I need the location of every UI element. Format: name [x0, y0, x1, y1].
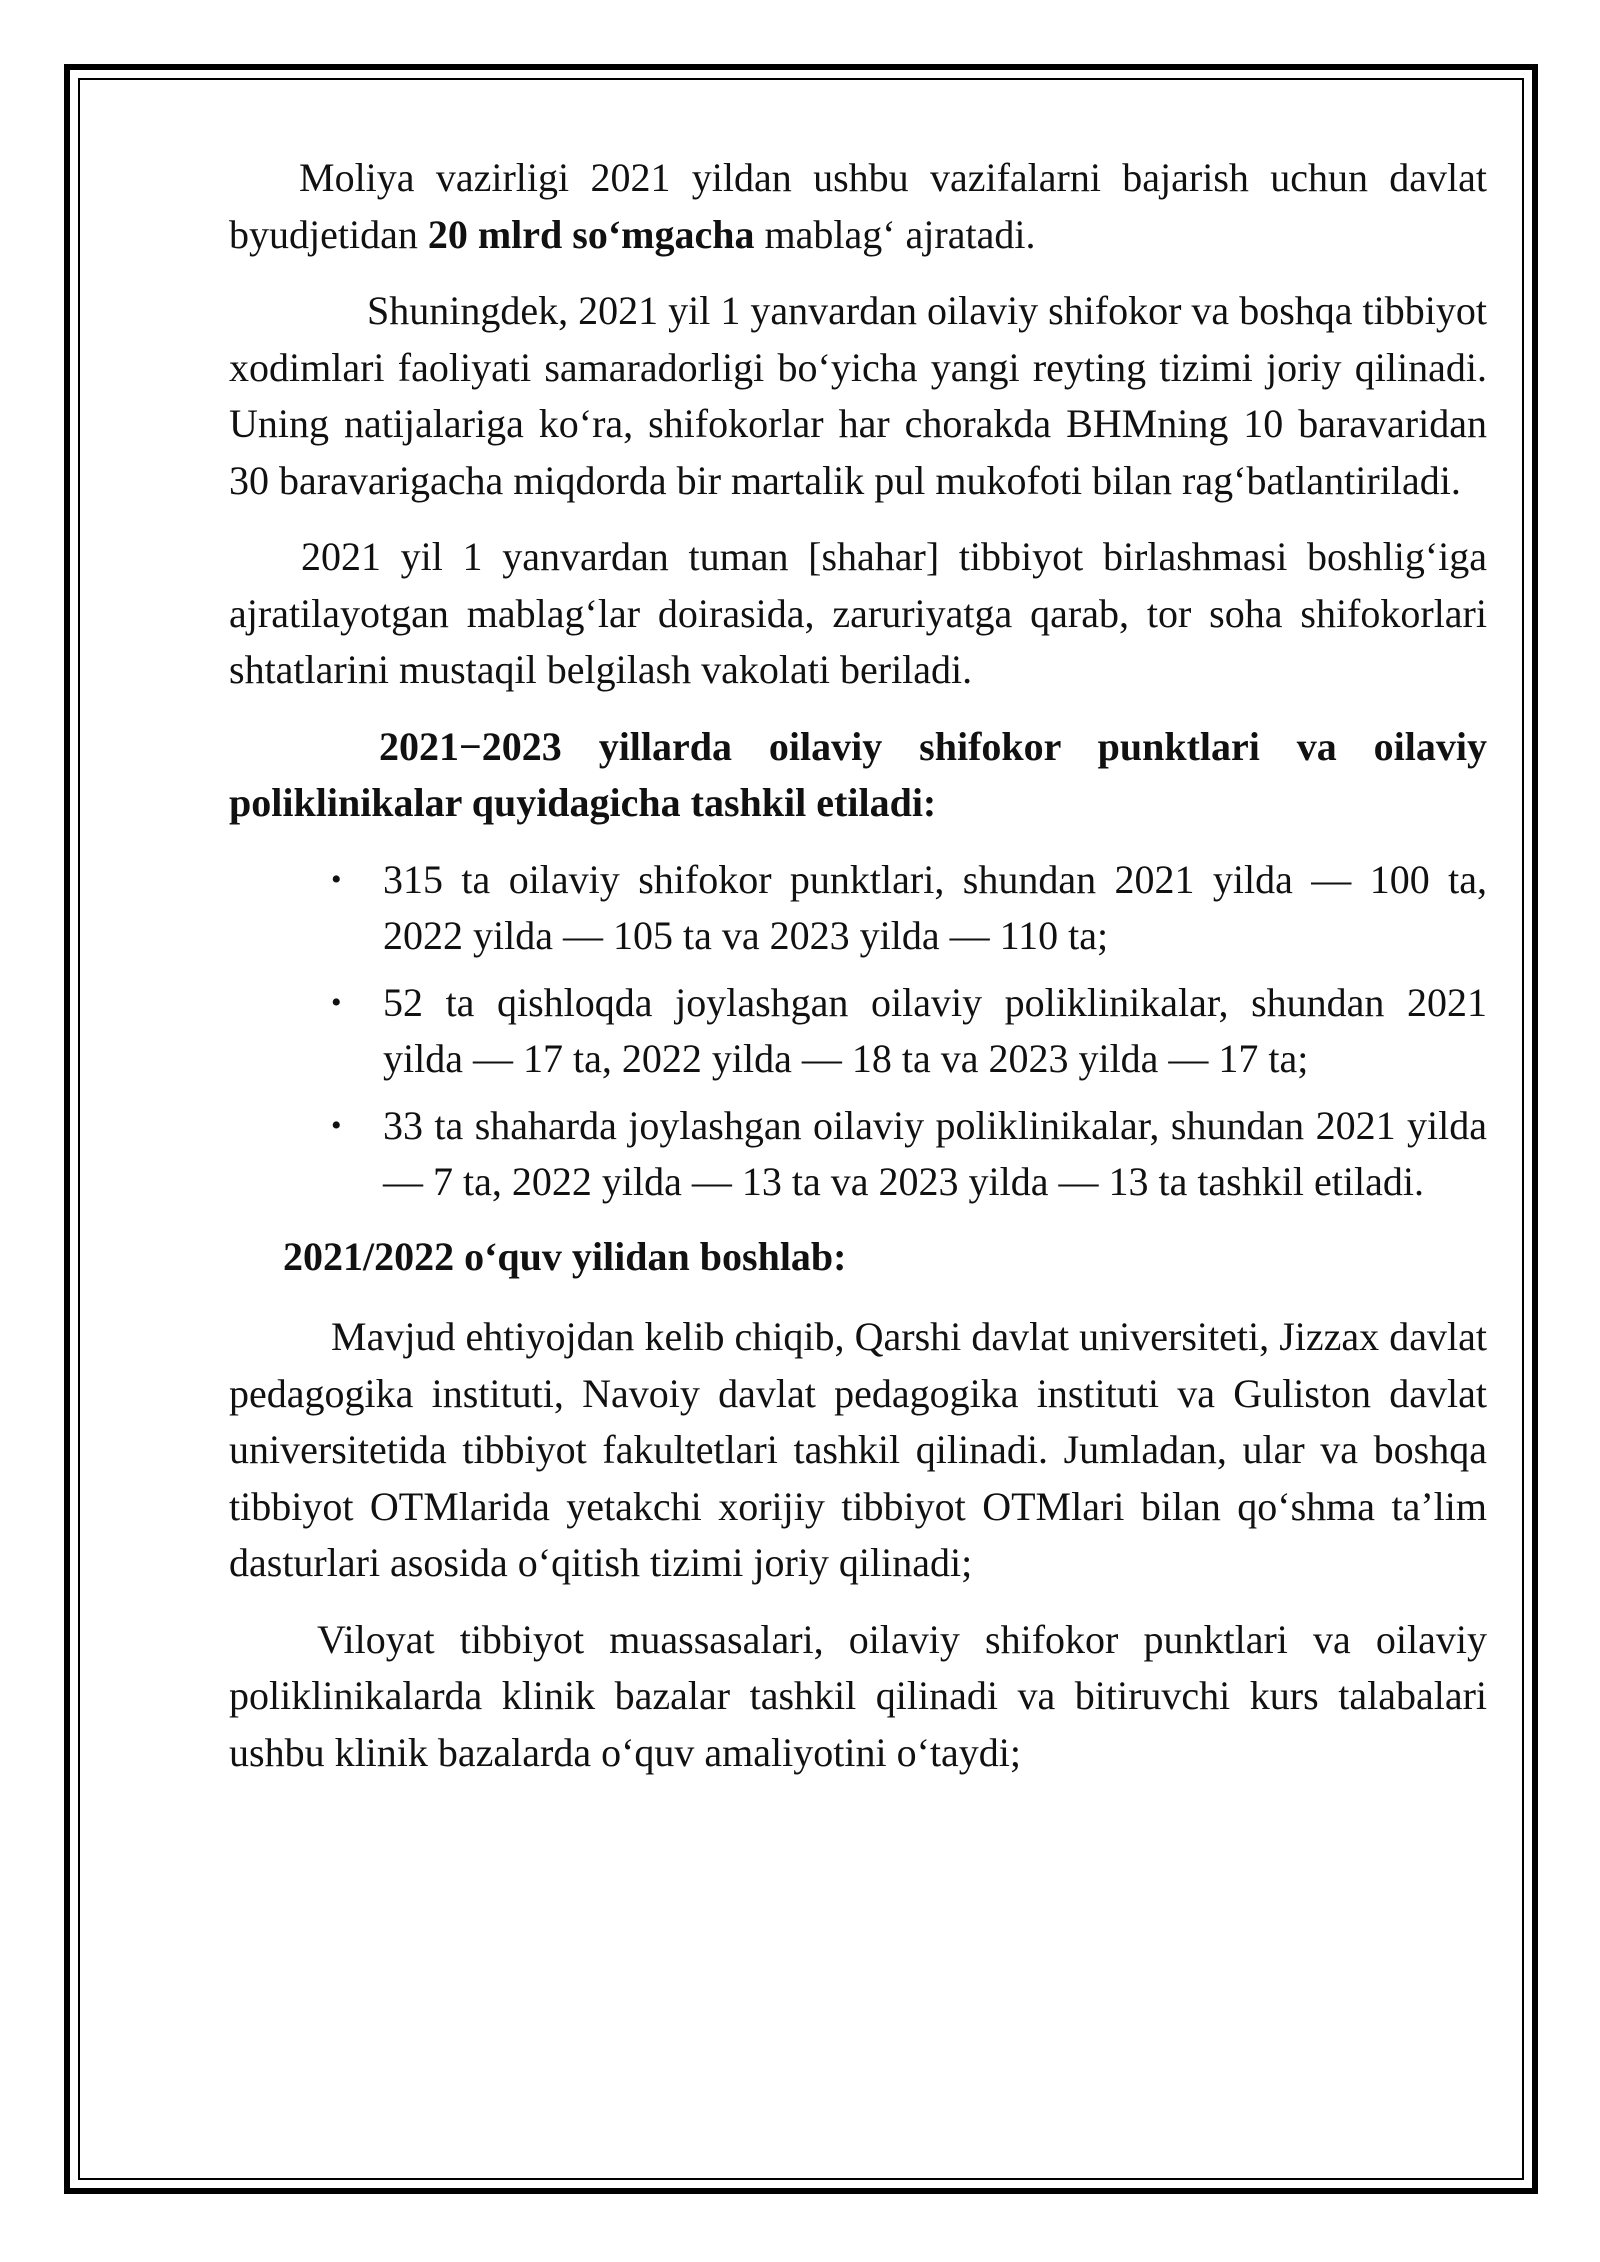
paragraph-clinical-bases: Viloyat tibbiyot muassasalari, oilaviy shifokor punktlari va oilaviy poliklinikalarda klinik bazalar tashkil qilinadi va bitiruvchi kurs talabalari ushbu klinik bazalarda o‘quv amaliyotini o‘taydi; [229, 1616, 1487, 1775]
funding-amount: 20 mlrd so‘mgacha [427, 211, 755, 257]
list-item-text: 52 ta qishloqda joylashgan oilaviy poliklinikalar, shundan 2021 yilda — 17 ta, 2022 yilda — 18 ta va 2023 yilda — 17 ta; [383, 979, 1487, 1081]
list-item [331, 852, 1487, 965]
paragraph-funding-text-after: mablag‘ ajratadi. [754, 211, 1036, 257]
list-item-text: 315 ta oilaviy shifokor punktlari, shundan 2021 yilda — 100 ta, 2022 yilda — 105 ta va 2023 yilda — 110 ta; [383, 856, 1487, 958]
section-heading-academic-year: 2021/2022 o‘quv yilidan boshlab: [283, 1233, 847, 1279]
paragraph-funding-text-before: Moliya vazirligi 2021 yildan ushbu vazifalarni bajarish uchun davlat byudjetidan [229, 155, 1487, 257]
list-item-text: 33 ta shaharda joylashgan oilaviy poliklinikalar, shundan 2021 yilda — 7 ta, 2022 yilda — 13 ta va 2023 yilda — 13 ta tashkil etiladi. [383, 1102, 1487, 1204]
section-heading-family-clinics: 2021−2023 yillarda oilaviy shifokor punktlari va oilaviy poliklinikalar quyidagicha tashkil etiladi: [229, 723, 1487, 825]
bullet-icon: • [331, 862, 342, 896]
paragraph-medical-faculties: Mavjud ehtiyojdan kelib chiqib, Qarshi davlat universiteti, Jizzax davlat pedagogika instituti, Navoiy davlat pedagogika instituti va Guliston davlat universitetida tibbiyot fakultetlari tashkil qilinadi. Jumladan, ular va boshqa tibbiyot OTMlarida yetakchi xorijiy tibbiyot OTMlari bilan qo‘shma ta’lim dasturlari asosida o‘qitish tizimi joriy qilinadi; [229, 1314, 1487, 1585]
clinic-list [229, 852, 1487, 1211]
list-item [331, 1098, 1487, 1211]
document-body [229, 150, 1487, 1801]
bullet-icon: • [331, 985, 342, 1019]
paragraph-funding [229, 150, 1487, 263]
list-item [331, 975, 1487, 1088]
paragraph-rating-system: Shuningdek, 2021 yil 1 yanvardan oilaviy shifokor va boshqa tibbiyot xodimlari faoliyati samaradorligi bo‘yicha yangi reyting tizimi joriy qilinadi. Uning natijalariga ko‘ra, shifokorlar har chorakda BHMning 10 baravaridan 30 baravarigacha miqdorda bir martalik pul mukofoti bilan rag‘batlantiriladi. [229, 288, 1487, 503]
paragraph-staffing-authority: 2021 yil 1 yanvardan tuman [shahar] tibbiyot birlashmasi boshlig‘iga ajratilayotgan mablag‘lar doirasida, zaruriyatga qarab, tor soha shifokorlari shtatlarini mustaqil belgilash vakolati beriladi. [229, 534, 1487, 692]
bullet-icon: • [331, 1108, 342, 1142]
